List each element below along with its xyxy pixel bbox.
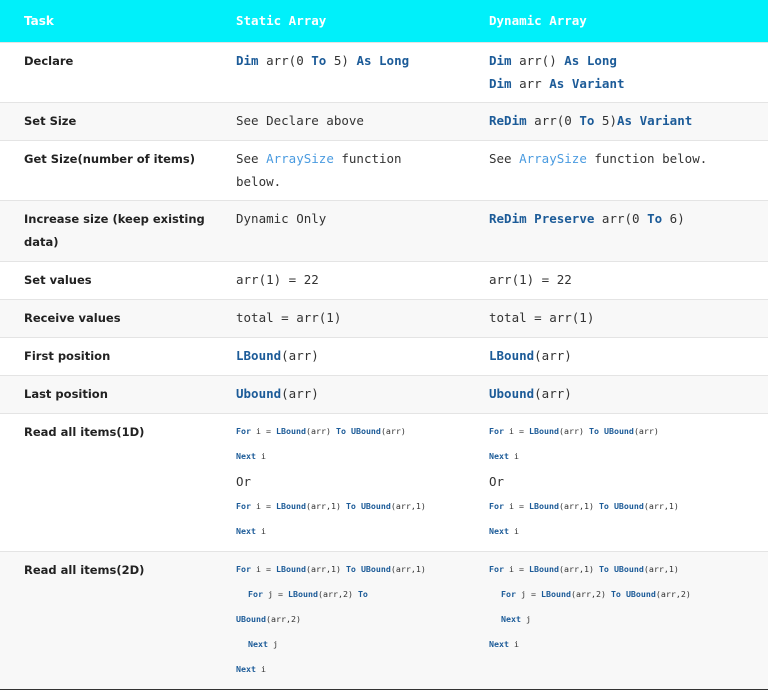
or-text: Or	[236, 473, 252, 489]
table-row	[0, 140, 768, 200]
kw-dim: Dim	[236, 52, 259, 68]
code: function	[333, 150, 402, 166]
code: (arr,2)	[570, 588, 611, 599]
dynamic-set-values: arr(1) = 22	[489, 271, 572, 287]
code: (arr,1)	[305, 563, 346, 574]
code: 5)	[594, 112, 617, 128]
kw-next: Next	[236, 663, 256, 674]
kw-variant: Variant	[571, 75, 625, 91]
code: (arr,1)	[558, 563, 599, 574]
kw-to: To	[610, 588, 621, 599]
code: arr(0	[258, 52, 312, 68]
kw-lbound: LBound	[528, 425, 559, 436]
kw-ubound: UBound	[613, 500, 644, 511]
code: 6)	[662, 210, 685, 226]
kw-next: Next	[501, 613, 521, 624]
code: j	[520, 613, 531, 624]
kw-next: Next	[236, 525, 256, 536]
arraysize-link[interactable]: ArraySize	[266, 150, 334, 166]
kw-ubound: UBound	[236, 613, 266, 624]
task-increase-size: Increase size (keep existing data)	[24, 211, 205, 249]
dynamic-read-2d	[466, 551, 768, 689]
header-dynamic-array: Dynamic Array	[489, 13, 587, 29]
static-set-size: See Declare above	[236, 112, 364, 128]
code: i	[508, 638, 519, 649]
dynamic-read-1d	[466, 413, 768, 551]
kw-preserve: Preserve	[534, 210, 595, 226]
code: (arr)	[305, 425, 336, 436]
dynamic-last-position	[466, 375, 768, 413]
table-row	[0, 375, 768, 413]
code: below.	[236, 173, 282, 189]
kw-for: For	[489, 563, 504, 574]
kw-variant: Variant	[639, 112, 693, 128]
kw-as: As	[616, 112, 633, 128]
kw-to: To	[647, 210, 663, 226]
kw-for: For	[489, 500, 504, 511]
kw-next: Next	[236, 450, 256, 461]
static-read-2d	[213, 551, 466, 689]
kw-dim: Dim	[489, 75, 512, 91]
code: (arr,1)	[643, 563, 679, 574]
code: See	[489, 150, 520, 166]
static-get-size	[213, 140, 466, 200]
static-first-position	[213, 337, 466, 375]
code: i	[255, 663, 266, 674]
code: i	[255, 450, 266, 461]
task-declare: Declare	[24, 53, 74, 68]
code: i =	[504, 500, 529, 511]
dynamic-set-size	[466, 102, 768, 140]
kw-as: As	[356, 52, 372, 68]
code: (arr)	[558, 425, 589, 436]
kw-next: Next	[489, 638, 509, 649]
fn-ubound: Ubound	[489, 385, 535, 401]
code: (arr,1)	[390, 500, 426, 511]
kw-ubound: UBound	[603, 425, 634, 436]
kw-redim: ReDim	[489, 112, 527, 128]
code: i =	[504, 425, 529, 436]
code: function below.	[586, 150, 708, 166]
kw-for: For	[236, 500, 251, 511]
kw-ubound: UBound	[613, 563, 644, 574]
kw-lbound: LBound	[275, 425, 306, 436]
code: (arr)	[281, 347, 319, 363]
kw-ubound: UBound	[625, 588, 656, 599]
kw-lbound: LBound	[287, 588, 318, 599]
or-text: Or	[489, 473, 505, 489]
static-declare	[213, 42, 466, 102]
header-row	[0, 0, 768, 42]
kw-ubound: UBound	[360, 500, 391, 511]
header-task: Task	[24, 13, 54, 28]
task-receive-values: Receive values	[24, 310, 121, 325]
kw-to: To	[579, 112, 595, 128]
kw-to: To	[598, 500, 609, 511]
fn-lbound: LBound	[236, 347, 282, 363]
code: See	[236, 150, 267, 166]
code: j	[267, 638, 278, 649]
task-set-size: Set Size	[24, 113, 77, 128]
code: arr(0	[526, 112, 580, 128]
dynamic-get-size	[466, 140, 768, 200]
dynamic-increase-size	[466, 200, 768, 261]
table-row	[0, 337, 768, 375]
arraysize-link[interactable]: ArraySize	[519, 150, 587, 166]
kw-redim: ReDim	[489, 210, 527, 226]
kw-for: For	[489, 425, 504, 436]
static-increase-size: Dynamic Only	[236, 210, 327, 226]
kw-for: For	[236, 563, 251, 574]
table-row	[0, 551, 768, 689]
code: arr	[511, 75, 550, 91]
code: (arr,2)	[655, 588, 691, 599]
code: (arr,2)	[317, 588, 358, 599]
kw-to: To	[345, 500, 356, 511]
kw-next: Next	[489, 450, 509, 461]
kw-for: For	[236, 425, 251, 436]
task-first-position: First position	[24, 348, 111, 363]
task-get-size: Get Size(number of items)	[24, 151, 196, 166]
code: (arr)	[534, 385, 572, 401]
code: (arr,1)	[305, 500, 346, 511]
code: i =	[251, 563, 276, 574]
kw-to: To	[345, 563, 356, 574]
task-set-values: Set values	[24, 272, 92, 287]
static-receive-values: total = arr(1)	[236, 309, 342, 325]
kw-lbound: LBound	[275, 500, 306, 511]
code: 5)	[326, 52, 357, 68]
table-row	[0, 42, 768, 102]
code: (arr)	[633, 425, 659, 436]
kw-to: To	[335, 425, 346, 436]
kw-for: For	[501, 588, 516, 599]
code: (arr)	[281, 385, 319, 401]
kw-ubound: UBound	[350, 425, 381, 436]
table-row	[0, 200, 768, 261]
kw-for: For	[248, 588, 263, 599]
kw-lbound: LBound	[528, 563, 559, 574]
code: i =	[504, 563, 529, 574]
kw-to: To	[598, 563, 609, 574]
table-row	[0, 413, 768, 551]
kw-lbound: LBound	[540, 588, 571, 599]
code: i	[255, 525, 266, 536]
kw-to: To	[357, 588, 368, 599]
kw-to: To	[588, 425, 599, 436]
static-last-position	[213, 375, 466, 413]
task-read-1d: Read all items(1D)	[24, 424, 145, 439]
fn-lbound: LBound	[489, 347, 535, 363]
code: (arr,2)	[265, 613, 301, 624]
kw-long: Long	[379, 52, 410, 68]
kw-next: Next	[248, 638, 268, 649]
code: j =	[516, 588, 541, 599]
kw-to: To	[311, 52, 327, 68]
header-static-array: Static Array	[236, 13, 327, 29]
kw-lbound: LBound	[275, 563, 306, 574]
code: i	[508, 450, 519, 461]
code: (arr)	[380, 425, 406, 436]
code: (arr,1)	[390, 563, 426, 574]
code: (arr,1)	[643, 500, 679, 511]
code: i =	[251, 425, 276, 436]
task-read-2d: Read all items(2D)	[24, 562, 145, 577]
dynamic-declare	[466, 42, 768, 102]
kw-as: As	[564, 52, 580, 68]
static-read-1d	[213, 413, 466, 551]
dynamic-receive-values: total = arr(1)	[489, 309, 595, 325]
static-set-values: arr(1) = 22	[236, 271, 319, 287]
code: j =	[263, 588, 288, 599]
code: i	[508, 525, 519, 536]
fn-ubound: Ubound	[236, 385, 282, 401]
code: (arr)	[534, 347, 572, 363]
kw-long: Long	[586, 52, 617, 68]
code: i =	[251, 500, 276, 511]
table-row	[0, 102, 768, 140]
code: arr(0	[594, 210, 648, 226]
kw-dim: Dim	[489, 52, 512, 68]
kw-ubound: UBound	[360, 563, 391, 574]
kw-next: Next	[489, 525, 509, 536]
table-row	[0, 299, 768, 337]
kw-as: As	[549, 75, 565, 91]
code: arr()	[511, 52, 565, 68]
kw-lbound: LBound	[528, 500, 559, 511]
dynamic-first-position	[466, 337, 768, 375]
table-row	[0, 261, 768, 299]
code: (arr,1)	[558, 500, 599, 511]
task-last-position: Last position	[24, 386, 108, 401]
